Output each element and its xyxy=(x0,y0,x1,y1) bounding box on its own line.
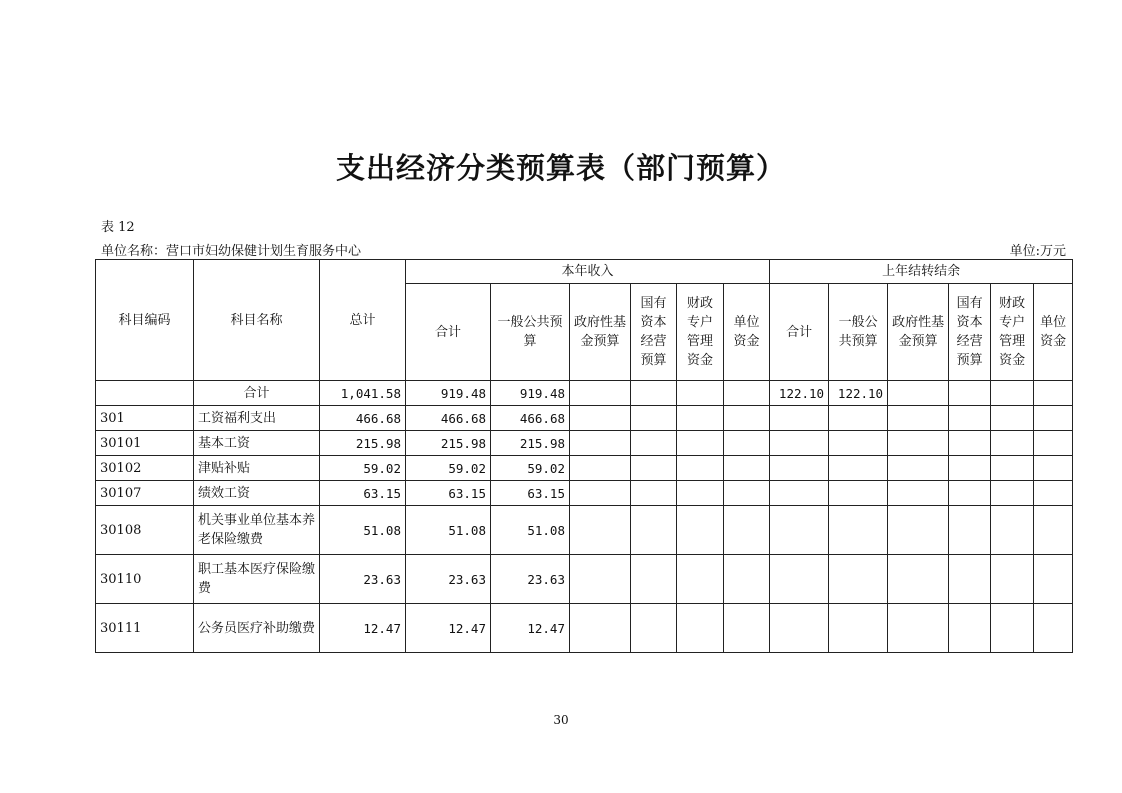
row-py-general xyxy=(829,481,888,506)
header-name: 科目名称 xyxy=(194,260,320,381)
row-cy-total: 215.98 xyxy=(406,431,491,456)
row-name: 职工基本医疗保险缴费 xyxy=(194,555,320,604)
table-row xyxy=(96,481,1073,506)
header-py-state-capital: 国有资本经营预算 xyxy=(949,284,991,381)
row-total: 51.08 xyxy=(320,506,406,555)
page-title: 支出经济分类预算表（部门预算） xyxy=(335,151,786,185)
row-name: 基本工资 xyxy=(194,431,320,456)
row-name: 公务员医疗补助缴费 xyxy=(194,604,320,653)
table-number: 表 12 xyxy=(101,220,135,235)
row-name: 合计 xyxy=(194,381,320,406)
row-cy-total: 12.47 xyxy=(406,604,491,653)
header-total: 总计 xyxy=(320,260,406,381)
row-total: 215.98 xyxy=(320,431,406,456)
row-cy-general: 466.68 xyxy=(491,406,570,431)
row-code: 30110 xyxy=(96,555,194,604)
row-cy-general: 63.15 xyxy=(491,481,570,506)
row-total: 12.47 xyxy=(320,604,406,653)
page-number: 30 xyxy=(553,713,569,727)
row-total: 63.15 xyxy=(320,481,406,506)
row-code: 30111 xyxy=(96,604,194,653)
table-row xyxy=(96,604,1073,653)
header-cy-special-account: 财政专户管理资金 xyxy=(677,284,724,381)
table-row xyxy=(96,456,1073,481)
row-py-general xyxy=(829,506,888,555)
row-py-general xyxy=(829,431,888,456)
row-py-total xyxy=(770,555,829,604)
row-py-total xyxy=(770,481,829,506)
row-cy-general: 51.08 xyxy=(491,506,570,555)
row-code xyxy=(96,381,194,406)
row-cy-general: 59.02 xyxy=(491,456,570,481)
row-py-total: 122.10 xyxy=(770,381,829,406)
row-py-total xyxy=(770,431,829,456)
row-code: 301 xyxy=(96,406,194,431)
header-py-special-account: 财政专户管理资金 xyxy=(991,284,1034,381)
header-cy-unit-fund: 单位资金 xyxy=(724,284,770,381)
row-total: 1,041.58 xyxy=(320,381,406,406)
header-py-fund: 政府性基金预算 xyxy=(888,284,949,381)
row-cy-total: 466.68 xyxy=(406,406,491,431)
table-row xyxy=(96,555,1073,604)
header-cy-general: 一般公共预算 xyxy=(491,284,570,381)
row-cy-general: 215.98 xyxy=(491,431,570,456)
row-cy-general: 12.47 xyxy=(491,604,570,653)
row-total: 59.02 xyxy=(320,456,406,481)
header-py-unit-fund: 单位资金 xyxy=(1034,284,1073,381)
header-prior-year: 上年结转结余 xyxy=(770,260,1073,284)
row-py-total xyxy=(770,406,829,431)
header-cy-total: 合计 xyxy=(406,284,491,381)
row-code: 30101 xyxy=(96,431,194,456)
row-name: 津贴补贴 xyxy=(194,456,320,481)
header-py-total: 合计 xyxy=(770,284,829,381)
row-cy-total: 59.02 xyxy=(406,456,491,481)
currency-unit: 单位:万元 xyxy=(1009,244,1066,259)
budget-table xyxy=(95,259,1073,653)
row-py-general xyxy=(829,456,888,481)
row-code: 30107 xyxy=(96,481,194,506)
header-code: 科目编码 xyxy=(96,260,194,381)
table-row xyxy=(96,406,1073,431)
table-row xyxy=(96,431,1073,456)
row-code: 30108 xyxy=(96,506,194,555)
row-py-general: 122.10 xyxy=(829,381,888,406)
row-py-total xyxy=(770,456,829,481)
header-cy-state-capital: 国有资本经营预算 xyxy=(631,284,677,381)
header-cy-fund: 政府性基金预算 xyxy=(570,284,631,381)
row-name: 绩效工资 xyxy=(194,481,320,506)
row-cy-general: 919.48 xyxy=(491,381,570,406)
header-current-year: 本年收入 xyxy=(406,260,770,284)
row-name: 工资福利支出 xyxy=(194,406,320,431)
table-row xyxy=(96,506,1073,555)
header-py-general: 一般公共预算 xyxy=(829,284,888,381)
row-py-total xyxy=(770,604,829,653)
row-name: 机关事业单位基本养老保险缴费 xyxy=(194,506,320,555)
row-cy-total: 23.63 xyxy=(406,555,491,604)
unit-name: 单位名称：营口市妇幼保健计划生育服务中心 xyxy=(101,244,362,259)
row-cy-total: 919.48 xyxy=(406,381,491,406)
row-py-general xyxy=(829,604,888,653)
row-total: 23.63 xyxy=(320,555,406,604)
row-py-general xyxy=(829,406,888,431)
row-py-general xyxy=(829,555,888,604)
row-code: 30102 xyxy=(96,456,194,481)
row-cy-total: 51.08 xyxy=(406,506,491,555)
row-py-total xyxy=(770,506,829,555)
row-cy-general: 23.63 xyxy=(491,555,570,604)
row-cy-total: 63.15 xyxy=(406,481,491,506)
table-row xyxy=(96,381,1073,406)
row-total: 466.68 xyxy=(320,406,406,431)
